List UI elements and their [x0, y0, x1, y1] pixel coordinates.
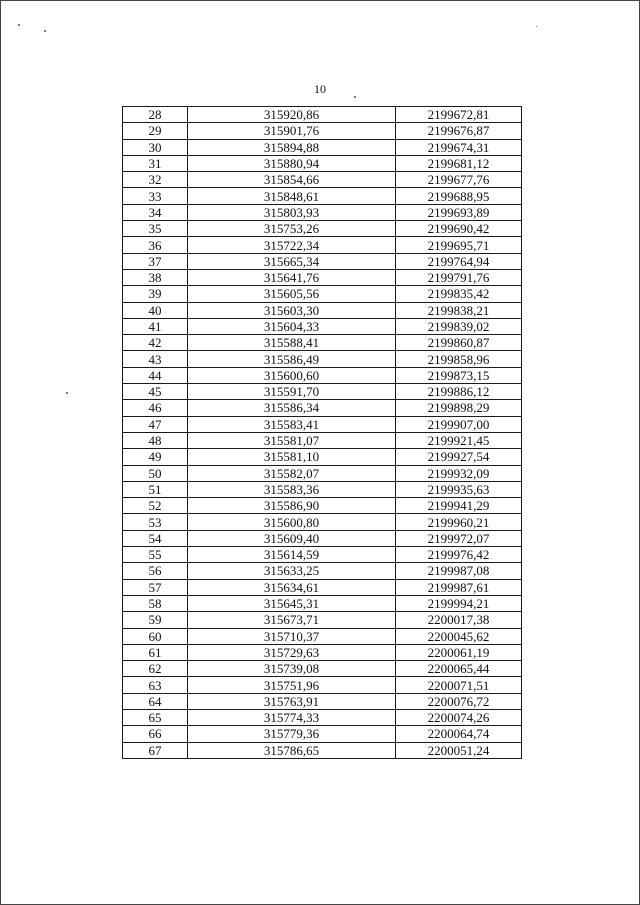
- point-number-cell: 51: [123, 481, 188, 497]
- scan-speck: [18, 24, 20, 26]
- y-coordinate-cell: 2199838,21: [396, 302, 522, 318]
- x-coordinate-cell: 315586,49: [188, 351, 396, 367]
- x-coordinate-cell: 315600,80: [188, 514, 396, 530]
- y-coordinate-cell: 2199994,21: [396, 595, 522, 611]
- x-coordinate-cell: 315901,76: [188, 123, 396, 139]
- coordinates-table: [122, 106, 522, 759]
- point-number-cell: 47: [123, 416, 188, 432]
- y-coordinate-cell: 2199858,96: [396, 351, 522, 367]
- y-coordinate-cell: 2199987,08: [396, 563, 522, 579]
- point-number-cell: 55: [123, 547, 188, 563]
- point-number-cell: 63: [123, 677, 188, 693]
- table-row: [123, 155, 522, 171]
- y-coordinate-cell: 2200064,74: [396, 726, 522, 742]
- x-coordinate-cell: 315614,59: [188, 547, 396, 563]
- table-row: [123, 269, 522, 285]
- y-coordinate-cell: 2199690,42: [396, 221, 522, 237]
- x-coordinate-cell: 315586,34: [188, 400, 396, 416]
- x-coordinate-cell: 315645,31: [188, 595, 396, 611]
- x-coordinate-cell: 315591,70: [188, 384, 396, 400]
- y-coordinate-cell: 2200017,38: [396, 612, 522, 628]
- point-number-cell: 56: [123, 563, 188, 579]
- point-number-cell: 53: [123, 514, 188, 530]
- x-coordinate-cell: 315848,61: [188, 188, 396, 204]
- x-coordinate-cell: 315609,40: [188, 530, 396, 546]
- y-coordinate-cell: 2199681,12: [396, 155, 522, 171]
- table-row: [123, 384, 522, 400]
- point-number-cell: 65: [123, 709, 188, 725]
- table-row: [123, 579, 522, 595]
- point-number-cell: 31: [123, 155, 188, 171]
- point-number-cell: 64: [123, 693, 188, 709]
- point-number-cell: 57: [123, 579, 188, 595]
- point-number-cell: 48: [123, 432, 188, 448]
- point-number-cell: 67: [123, 742, 188, 758]
- point-number-cell: 44: [123, 367, 188, 383]
- y-coordinate-cell: 2199907,00: [396, 416, 522, 432]
- point-number-cell: 29: [123, 123, 188, 139]
- table-row: [123, 612, 522, 628]
- point-number-cell: 34: [123, 204, 188, 220]
- y-coordinate-cell: 2199677,76: [396, 172, 522, 188]
- point-number-cell: 28: [123, 107, 188, 123]
- x-coordinate-cell: 315753,26: [188, 221, 396, 237]
- y-coordinate-cell: 2200071,51: [396, 677, 522, 693]
- y-coordinate-cell: 2199927,54: [396, 449, 522, 465]
- x-coordinate-cell: 315854,66: [188, 172, 396, 188]
- y-coordinate-cell: 2199764,94: [396, 253, 522, 269]
- x-coordinate-cell: 315673,71: [188, 612, 396, 628]
- y-coordinate-cell: 2199695,71: [396, 237, 522, 253]
- table-row: [123, 188, 522, 204]
- x-coordinate-cell: 315581,10: [188, 449, 396, 465]
- table-row: [123, 400, 522, 416]
- scan-speck: [536, 26, 537, 27]
- table-row: [123, 237, 522, 253]
- point-number-cell: 37: [123, 253, 188, 269]
- table-row: [123, 709, 522, 725]
- x-coordinate-cell: 315634,61: [188, 579, 396, 595]
- y-coordinate-cell: 2199839,02: [396, 318, 522, 334]
- point-number-cell: 54: [123, 530, 188, 546]
- point-number-cell: 52: [123, 498, 188, 514]
- y-coordinate-cell: 2200061,19: [396, 644, 522, 660]
- x-coordinate-cell: 315722,34: [188, 237, 396, 253]
- table-row: [123, 449, 522, 465]
- page-number: 10: [314, 82, 326, 96]
- table-row: [123, 726, 522, 742]
- table-row: [123, 661, 522, 677]
- y-coordinate-cell: 2199672,81: [396, 107, 522, 123]
- point-number-cell: 33: [123, 188, 188, 204]
- y-coordinate-cell: 2199976,42: [396, 547, 522, 563]
- x-coordinate-cell: 315751,96: [188, 677, 396, 693]
- x-coordinate-cell: 315600,60: [188, 367, 396, 383]
- y-coordinate-cell: 2199960,21: [396, 514, 522, 530]
- y-coordinate-cell: 2199688,95: [396, 188, 522, 204]
- y-coordinate-cell: 2199674,31: [396, 139, 522, 155]
- table-row: [123, 335, 522, 351]
- y-coordinate-cell: 2200074,26: [396, 709, 522, 725]
- point-number-cell: 46: [123, 400, 188, 416]
- x-coordinate-cell: 315739,08: [188, 661, 396, 677]
- x-coordinate-cell: 315880,94: [188, 155, 396, 171]
- y-coordinate-cell: 2200065,44: [396, 661, 522, 677]
- x-coordinate-cell: 315894,88: [188, 139, 396, 155]
- point-number-cell: 35: [123, 221, 188, 237]
- point-number-cell: 32: [123, 172, 188, 188]
- y-coordinate-cell: 2200045,62: [396, 628, 522, 644]
- point-number-cell: 41: [123, 318, 188, 334]
- table-row: [123, 123, 522, 139]
- x-coordinate-cell: 315586,90: [188, 498, 396, 514]
- x-coordinate-cell: 315763,91: [188, 693, 396, 709]
- table-row: [123, 465, 522, 481]
- x-coordinate-cell: 315803,93: [188, 204, 396, 220]
- x-coordinate-cell: 315605,56: [188, 286, 396, 302]
- table-row: [123, 742, 522, 758]
- table-row: [123, 351, 522, 367]
- point-number-cell: 66: [123, 726, 188, 742]
- scan-speck: [66, 392, 68, 394]
- point-number-cell: 59: [123, 612, 188, 628]
- table-row: [123, 172, 522, 188]
- table-row: [123, 693, 522, 709]
- coordinates-table-body: [123, 107, 522, 759]
- y-coordinate-cell: 2199835,42: [396, 286, 522, 302]
- x-coordinate-cell: 315582,07: [188, 465, 396, 481]
- x-coordinate-cell: 315779,36: [188, 726, 396, 742]
- table-row: [123, 530, 522, 546]
- y-coordinate-cell: 2199921,45: [396, 432, 522, 448]
- y-coordinate-cell: 2199898,29: [396, 400, 522, 416]
- y-coordinate-cell: 2200076,72: [396, 693, 522, 709]
- table-row: [123, 628, 522, 644]
- y-coordinate-cell: 2199676,87: [396, 123, 522, 139]
- table-row: [123, 595, 522, 611]
- x-coordinate-cell: 315588,41: [188, 335, 396, 351]
- x-coordinate-cell: 315581,07: [188, 432, 396, 448]
- table-row: [123, 677, 522, 693]
- scan-speck: [44, 30, 46, 32]
- x-coordinate-cell: 315604,33: [188, 318, 396, 334]
- point-number-cell: 39: [123, 286, 188, 302]
- x-coordinate-cell: 315710,37: [188, 628, 396, 644]
- x-coordinate-cell: 315583,36: [188, 481, 396, 497]
- x-coordinate-cell: 315774,33: [188, 709, 396, 725]
- table-row: [123, 107, 522, 123]
- x-coordinate-cell: 315665,34: [188, 253, 396, 269]
- x-coordinate-cell: 315603,30: [188, 302, 396, 318]
- point-number-cell: 42: [123, 335, 188, 351]
- y-coordinate-cell: 2199987,61: [396, 579, 522, 595]
- x-coordinate-cell: 315633,25: [188, 563, 396, 579]
- y-coordinate-cell: 2199791,76: [396, 269, 522, 285]
- point-number-cell: 49: [123, 449, 188, 465]
- x-coordinate-cell: 315729,63: [188, 644, 396, 660]
- y-coordinate-cell: 2199935,63: [396, 481, 522, 497]
- y-coordinate-cell: 2199941,29: [396, 498, 522, 514]
- y-coordinate-cell: 2199693,89: [396, 204, 522, 220]
- table-row: [123, 432, 522, 448]
- x-coordinate-cell: 315641,76: [188, 269, 396, 285]
- table-row: [123, 563, 522, 579]
- y-coordinate-cell: 2199873,15: [396, 367, 522, 383]
- x-coordinate-cell: 315920,86: [188, 107, 396, 123]
- x-coordinate-cell: 315583,41: [188, 416, 396, 432]
- table-row: [123, 253, 522, 269]
- table-row: [123, 221, 522, 237]
- y-coordinate-cell: 2200051,24: [396, 742, 522, 758]
- table-row: [123, 498, 522, 514]
- table-row: [123, 204, 522, 220]
- point-number-cell: 30: [123, 139, 188, 155]
- table-row: [123, 367, 522, 383]
- point-number-cell: 43: [123, 351, 188, 367]
- table-row: [123, 416, 522, 432]
- y-coordinate-cell: 2199932,09: [396, 465, 522, 481]
- table-row: [123, 139, 522, 155]
- table-row: [123, 644, 522, 660]
- y-coordinate-cell: 2199860,87: [396, 335, 522, 351]
- y-coordinate-cell: 2199972,07: [396, 530, 522, 546]
- y-coordinate-cell: 2199886,12: [396, 384, 522, 400]
- point-number-cell: 61: [123, 644, 188, 660]
- point-number-cell: 36: [123, 237, 188, 253]
- point-number-cell: 40: [123, 302, 188, 318]
- point-number-cell: 62: [123, 661, 188, 677]
- point-number-cell: 50: [123, 465, 188, 481]
- point-number-cell: 38: [123, 269, 188, 285]
- table-row: [123, 318, 522, 334]
- table-row: [123, 547, 522, 563]
- table-row: [123, 302, 522, 318]
- table-row: [123, 481, 522, 497]
- x-coordinate-cell: 315786,65: [188, 742, 396, 758]
- point-number-cell: 58: [123, 595, 188, 611]
- point-number-cell: 45: [123, 384, 188, 400]
- table-row: [123, 286, 522, 302]
- table-row: [123, 514, 522, 530]
- scan-speck: [354, 96, 356, 98]
- point-number-cell: 60: [123, 628, 188, 644]
